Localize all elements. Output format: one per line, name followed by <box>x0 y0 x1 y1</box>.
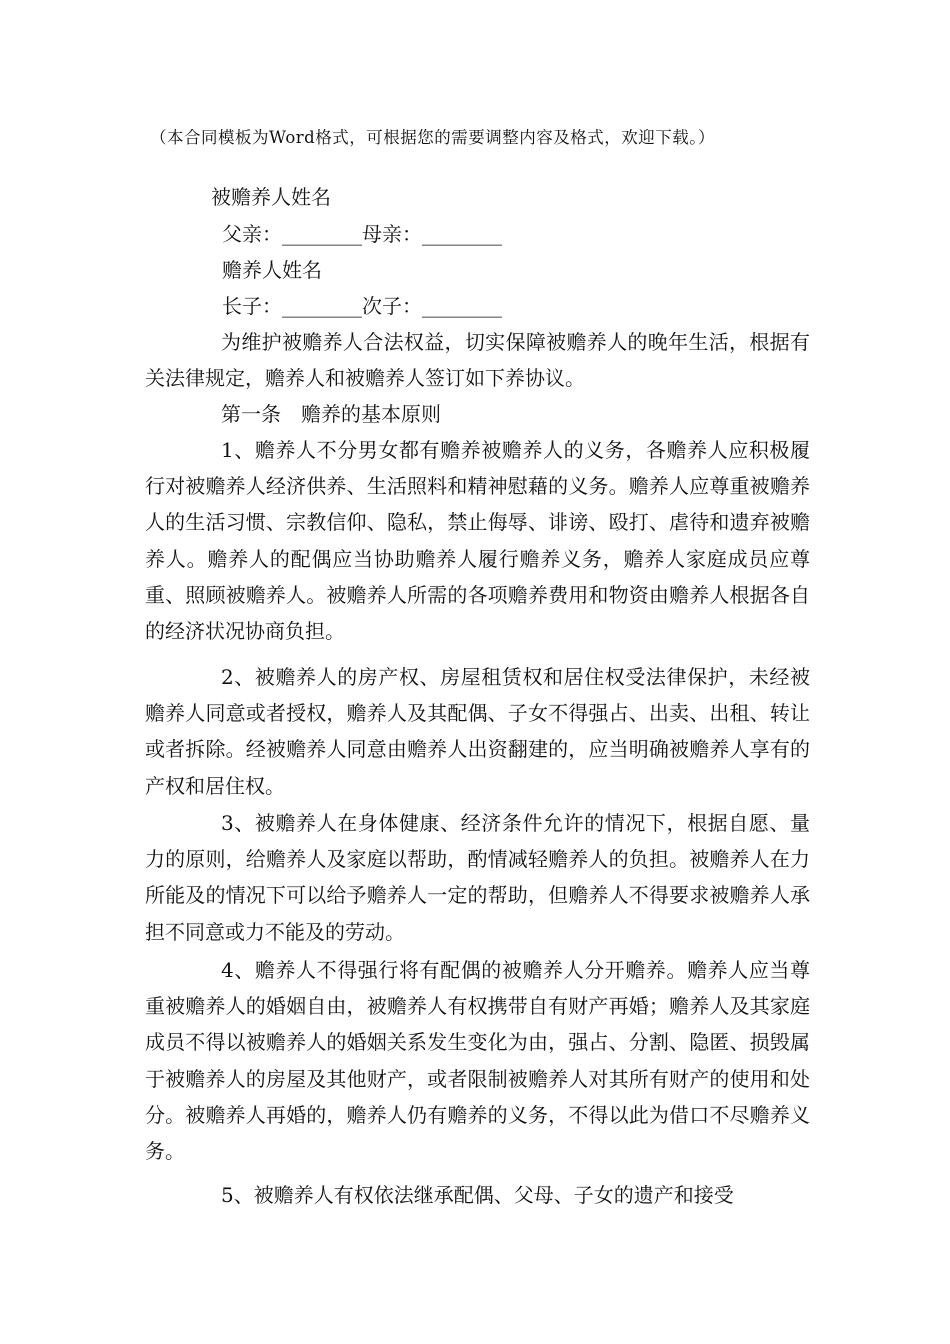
article-1-heading: 第一条 赡养的基本原则 <box>221 402 441 426</box>
template-note: （本合同模板为Word格式，可根据您的需要调整内容及格式，欢迎下载。） <box>150 128 715 147</box>
supported-person-label: 被赡养人姓名 <box>211 185 331 209</box>
clause-2: 2、被赡养人的房产权、房屋租赁权和居住权受法律保护，未经被赡养人同意或者授权，赡养人及其配偶、子女不得强占、出卖、出租、转让或者拆除。经被赡养人同意由赡养人出资翻建的，应当明确被赡养人享有的产权和居住权。 <box>145 665 810 798</box>
clause-1: 1、赡养人不分男女都有赡养被赡养人的义务，各赡养人应积极履行对被赡养人经济供养、生活照料和精神慰藉的义务。赡养人应尊重被赡养人的生活习惯、宗教信仰、隐私，禁止侮辱、诽谤、殴打、虐待和遗弃被赡养人。赡养人的配偶应当协助赡养人履行赡养义务，赡养人家庭成员应尊重、照顾被赡养人。被赡养人所需的各项赡养费用和物资由赡养人根据各自的经济状况协商负担。 <box>145 438 810 644</box>
preamble-paragraph: 为维护被赡养人合法权益，切实保障被赡养人的晚年生活，根据有关法律规定，赡养人和被赡养人签订如下养协议。 <box>145 330 810 391</box>
parents-line: 父亲：________母亲：________ <box>222 222 502 246</box>
clause-4: 4、赡养人不得强行将有配偶的被赡养人分开赡养。赡养人应当尊重被赡养人的婚姻自由，被赡养人有权携带自有财产再婚；赡养人及其家庭成员不得以被赡养人的婚姻关系发生变化为由，强占、分割、隐匿、损毁属于被赡养人的房屋及其他财产，或者限制被赡养人对其所有财产的使用和处分。被赡养人再婚的，赡养人仍有赡养的义务，不得以此为借口不尽赡养义务。 <box>145 958 810 1164</box>
sons-line: 长子：________次子：________ <box>222 294 502 318</box>
clause-3: 3、被赡养人在身体健康、经济条件允许的情况下，根据自愿、量力的原则，给赡养人及家庭以帮助，酌情减轻赡养人的负担。被赡养人在力所能及的情况下可以给予赡养人一定的帮助，但赡养人不得要求被赡养人承担不同意或力不能及的劳动。 <box>145 811 810 944</box>
supporter-label: 赡养人姓名 <box>222 258 322 282</box>
clause-5: 5、被赡养人有权依法继承配偶、父母、子女的遗产和接受 <box>221 1183 734 1207</box>
